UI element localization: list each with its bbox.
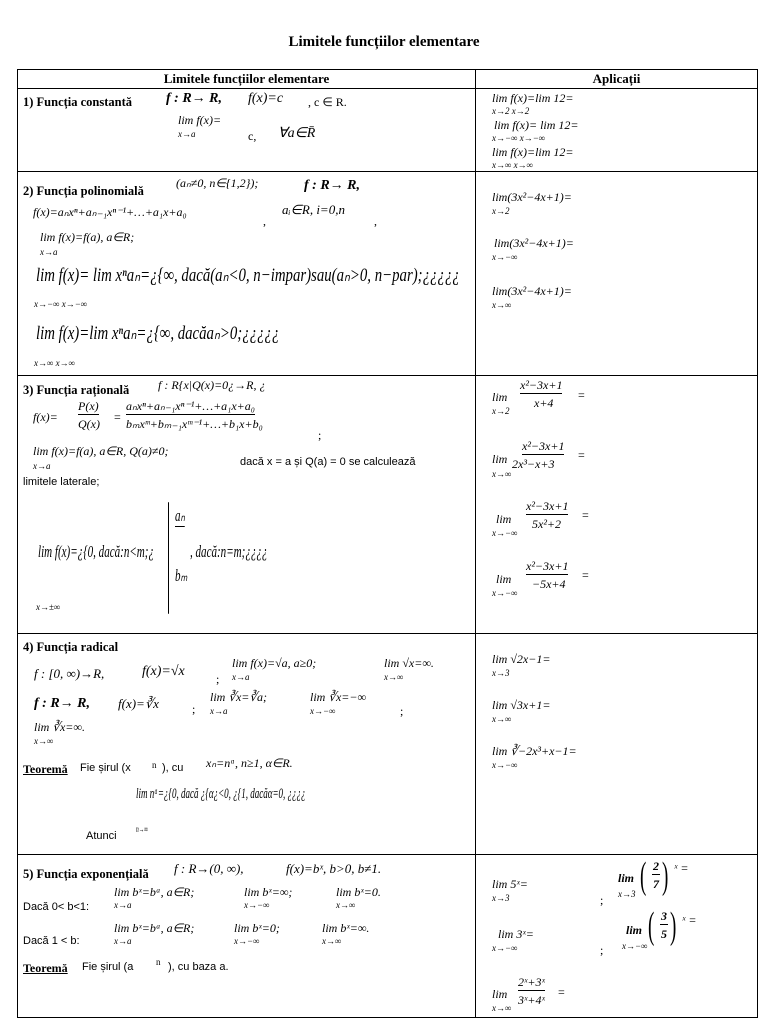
formula-large: , dacă:n=m;¿¿¿¿ [190, 542, 268, 561]
limits-table [17, 69, 758, 1018]
formula: lim bˣ=bᵃ, a∈R; [114, 921, 195, 935]
formula: , [374, 214, 377, 228]
formula-large: lim f(x)=¿{0, dacă:n<m;¿ [38, 542, 154, 561]
formula: f(x)=∛x [118, 696, 159, 711]
condition: Dacă 0< b<1: [23, 901, 90, 913]
note: limitele laterale; [23, 476, 100, 488]
limit-subscript: x→−∞ x→−∞ [34, 299, 88, 309]
limit-subscript: x→2 [492, 206, 510, 216]
formula: , c ∈ R. [308, 95, 347, 109]
limit-subscript: x→a [178, 129, 196, 139]
formula: xₙ=nᵅ, n≥1, α∈R. [206, 756, 293, 770]
limit-subscript: x→∞ [34, 736, 54, 746]
condition: Dacă 1 < b: [23, 935, 80, 947]
formula-large: lim nᵅ=¿{0, dacă ¿{α¿<0, ¿{1, dacăα=0, ¿¿¿¿ [136, 786, 306, 802]
formula: ˣ = [682, 913, 697, 927]
formula: lim f(x)= [178, 113, 222, 127]
limit-subscript: x→a [114, 936, 132, 946]
limit-subscript: n→∞ [136, 824, 148, 834]
constant-applications [476, 89, 757, 171]
polynomial-applications [476, 172, 757, 375]
exercise: lim(3x²−4x+1)= [492, 284, 572, 298]
formula: f(x)=√x [142, 664, 185, 679]
theorem-text: ), cu [162, 762, 184, 774]
exercise: lim(3x²−4x+1)= [492, 190, 572, 204]
lim-label: lim [496, 572, 512, 586]
radical-theory [18, 634, 475, 854]
limit-subscript: x→−∞ [622, 941, 648, 951]
limit-subscript: x→−∞ [492, 760, 518, 770]
row-radical-function [18, 634, 758, 855]
equals: = [582, 568, 589, 582]
formula: lim ∛x=∞. [34, 720, 85, 734]
formula: ; [192, 702, 196, 716]
formula: Q(x) [78, 417, 100, 431]
section-heading: 3) Funcția rațională [23, 383, 130, 397]
formula: lim bˣ=∞. [322, 921, 370, 935]
rational-applications [476, 376, 757, 633]
exercise: lim √2x−1= [492, 652, 551, 666]
formula: = [114, 410, 121, 424]
header-right: Aplicații [476, 70, 758, 89]
radical-applications [476, 634, 757, 854]
section-heading: 1) Funcția constantă [23, 95, 133, 109]
formula: ; [216, 672, 220, 686]
formula: f(x)= [33, 410, 58, 424]
formula: c, [248, 129, 257, 143]
formula: ∀a∈R̄ [278, 126, 316, 141]
polynomial-theory [18, 172, 475, 375]
row-exponential-function [18, 855, 758, 1018]
formula: ; [318, 428, 322, 442]
theorem-text: Fie șirul (x [80, 762, 131, 774]
theorem-text: ), cu baza a. [168, 961, 229, 973]
limit-subscript: x→3 [492, 668, 510, 678]
fraction-numerator: x²−3x+1 [522, 439, 565, 453]
limit-subscript: x→a [232, 672, 250, 682]
theorem-text: Fie șirul (a [82, 961, 134, 973]
exponential-theory [18, 855, 475, 1017]
limit-subscript: x→a [210, 706, 228, 716]
limit-subscript: x→−∞ [492, 252, 518, 262]
constant-theory [18, 89, 475, 171]
separator: ; [600, 943, 604, 957]
fraction-numerator: 2 [653, 859, 659, 873]
row-rational-function [18, 376, 758, 634]
limit-subscript: x→−∞ [492, 588, 518, 598]
lim-label: lim [618, 871, 635, 885]
limit-subscript: x→3 [492, 893, 510, 903]
exercise: lim √3x+1= [492, 698, 551, 712]
exponential-applications [476, 855, 757, 1017]
formula: lim f(x)=√a, a≥0; [232, 656, 317, 670]
formula: f : R→ R, [34, 696, 90, 711]
formula: , [263, 214, 266, 228]
fraction-numerator: x²−3x+1 [520, 378, 563, 392]
limit-subscript: x→−∞ [492, 528, 518, 538]
limit-subscript: x→∞ [492, 469, 512, 479]
exercise: lim ∛−2x³+x−1= [492, 744, 577, 758]
formula: lim bˣ=bᵃ, a∈R; [114, 885, 195, 899]
limit-subscript: x→∞ [492, 1003, 512, 1013]
rational-theory [18, 376, 475, 633]
formula: f : R→(0, ∞), [174, 861, 244, 876]
lim-label: lim [496, 512, 512, 526]
formula: P(x) [78, 399, 99, 413]
lim-label: lim [492, 390, 508, 404]
row-polynomial-function [18, 172, 758, 376]
formula: f : R{x|Q(x)=0¿→R, ¿ [158, 378, 266, 392]
formula: f(x)=c [248, 91, 284, 106]
equals: = [558, 985, 565, 999]
paren: ) [662, 855, 669, 897]
note: Atunci [86, 830, 117, 842]
separator: ; [600, 893, 604, 907]
theorem-label: Teoremă [23, 961, 68, 975]
formula: lim bˣ=0. [336, 885, 381, 899]
fraction-numerator: 2ˣ+3ˣ [518, 975, 545, 989]
fraction-denominator: 7 [653, 877, 659, 891]
formula: f : [0, ∞)→R, [34, 666, 105, 681]
formula: bₘxᵐ+bₘ₋₁xᵐ⁻¹+…+b₁x+b₀ [126, 417, 263, 431]
exercise: lim(3x²−4x+1)= [494, 236, 574, 250]
formula: lim f(x)=f(a), a∈R; [40, 230, 135, 244]
paren: ) [670, 905, 677, 947]
formula: ˣ = [674, 861, 689, 875]
row-constant-function [18, 89, 758, 172]
limit-subscript: x→−∞ [234, 936, 260, 946]
limit-subscript: x→a [40, 247, 58, 257]
limit-subscript: x→±∞ [36, 602, 61, 612]
limit-subscript: x→∞ [492, 300, 512, 310]
limit-subscript: x→∞ [322, 936, 342, 946]
formula: aₙxⁿ+aₙ₋₁xⁿ⁻¹+…+a₁x+a₀ [126, 399, 255, 413]
section-heading: 2) Funcția polinomială [23, 184, 144, 198]
limit-subscript: x→−∞ x→−∞ [492, 133, 546, 143]
fraction-denominator: 2x³−x+3 [512, 457, 555, 471]
fraction-numerator: 3 [661, 909, 667, 923]
limit-subscript: x→2 [492, 406, 510, 416]
lim-label: lim [626, 923, 643, 937]
limit-subscript: x→a [114, 900, 132, 910]
formula: f : R→ R, [304, 178, 360, 193]
section-heading: 5) Funcția exponențială [23, 867, 149, 881]
fraction-denominator: x+4 [534, 396, 554, 410]
lim-label: lim [492, 987, 508, 1001]
fraction-numerator: x²−3x+1 [526, 499, 569, 513]
formula: f : R→ R, [166, 91, 222, 106]
exercise: lim 5ˣ= [492, 877, 528, 891]
fraction-denominator: 5x²+2 [532, 517, 562, 531]
header-left: Limitele funcțiilor elementare [18, 70, 476, 89]
theorem-subscript: n [152, 760, 157, 770]
formula: lim bˣ=∞; [244, 885, 293, 899]
formula: (aₙ≠0, n∈{1,2}); [176, 176, 259, 190]
limit-subscript: x→∞ x→∞ [492, 160, 534, 170]
limit-subscript: x→−∞ [310, 706, 336, 716]
exercise: lim 3ˣ= [498, 927, 534, 941]
section-heading: 4) Funcția radical [23, 640, 119, 654]
limit-subscript: x→−∞ [492, 943, 518, 953]
table-header-row [18, 70, 758, 89]
limit-subscript: x→∞ [492, 714, 512, 724]
limit-subscript: x→a [33, 461, 51, 471]
paren: ( [640, 855, 647, 897]
formula: lim ∛x=∛a; [210, 690, 268, 704]
paren: ( [648, 905, 655, 947]
fraction-numerator: x²−3x+1 [526, 559, 569, 573]
limit-subscript: x→−∞ [244, 900, 270, 910]
lim-label: lim [492, 452, 508, 466]
page-title: Limitele funcțiilor elementare [288, 34, 480, 50]
equals: = [582, 508, 589, 522]
limit-subscript: x→∞ [384, 672, 404, 682]
exercise: lim f(x)= lim 12= [494, 118, 579, 132]
formula: f(x)=aₙxⁿ+aₙ₋₁xⁿ⁻¹+…+a₁x+a₀ [33, 205, 187, 219]
formula: lim f(x)=f(a), a∈R, Q(a)≠0; [33, 444, 169, 458]
formula: aᵢ∈R, i=0,n [282, 202, 345, 217]
formula-large: lim f(x)= lim xⁿaₙ=¿{∞, dacă(aₙ<0, n−impar)sau(aₙ>0, n−par);¿¿¿¿¿ [36, 265, 460, 286]
exercise: lim f(x)=lim 12= [492, 91, 574, 105]
formula: lim √x=∞. [384, 656, 434, 670]
equals: = [578, 448, 585, 462]
formula: lim bˣ=0; [234, 921, 280, 935]
limit-subscript: x→∞ [336, 900, 356, 910]
limit-subscript: x→3 [618, 889, 636, 899]
exercise: lim f(x)=lim 12= [492, 145, 574, 159]
theorem-label: Teoremă [23, 762, 68, 776]
formula-large: lim f(x)=lim xⁿaₙ=¿{∞, dacăaₙ>0;¿¿¿¿¿ [36, 323, 280, 344]
equals: = [578, 388, 585, 402]
limit-subscript: x→∞ x→∞ [34, 358, 76, 368]
fraction-denominator: 3ˣ+4ˣ [518, 993, 545, 1007]
fraction-denominator: −5x+4 [532, 577, 566, 591]
note: dacă x = a și Q(a) = 0 se calculează [240, 456, 416, 468]
formula-large: bₘ [175, 566, 188, 585]
formula: f(x)=bˣ, b>0, b≠1. [286, 861, 382, 876]
formula: lim ∛x=−∞ [310, 690, 367, 704]
brace [168, 502, 169, 614]
formula-large: aₙ [175, 506, 185, 525]
theorem-subscript: n [156, 957, 161, 967]
limit-subscript: x→2 x→2 [492, 106, 530, 116]
fraction-denominator: 5 [661, 927, 667, 941]
formula: ; [400, 704, 404, 718]
